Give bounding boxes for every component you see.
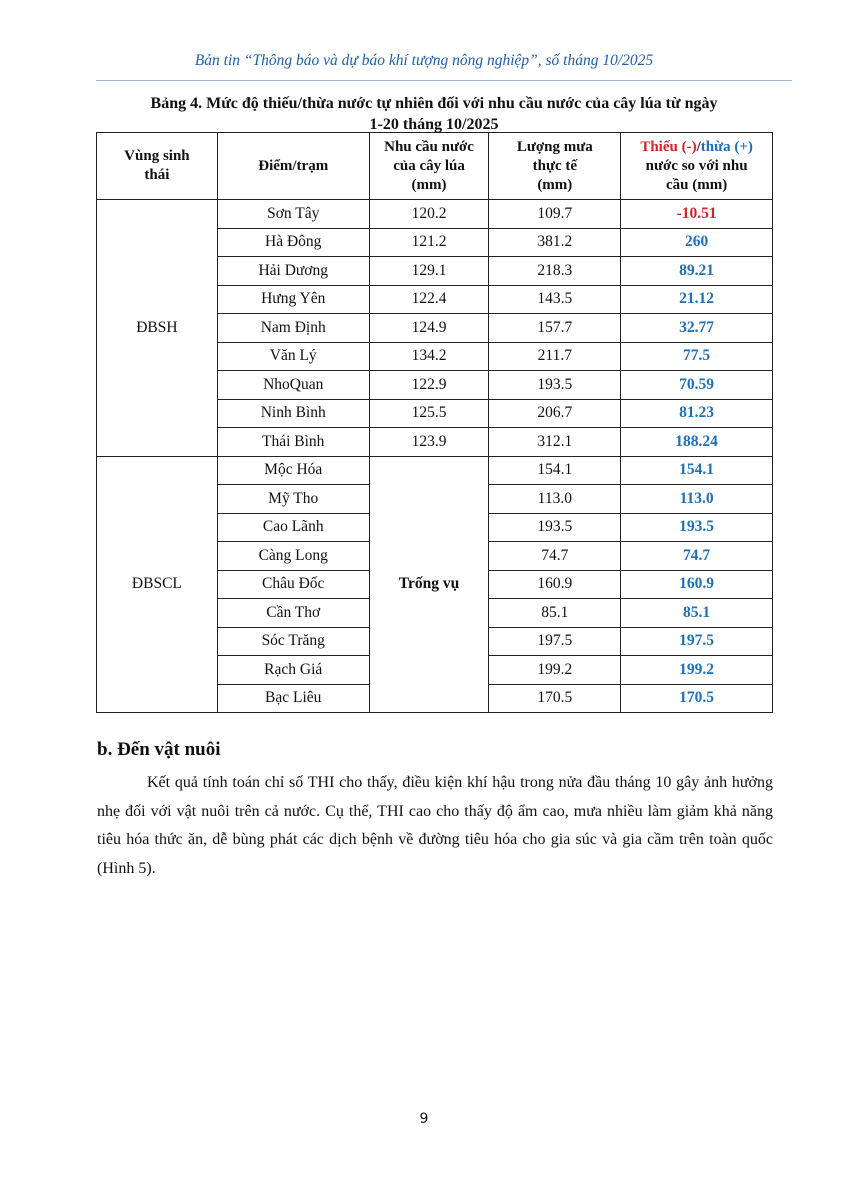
diff-cell: 77.5	[621, 342, 773, 371]
demand-cell: 129.1	[369, 257, 489, 286]
diff-cell: 260	[621, 228, 773, 257]
diff-cell: 70.59	[621, 371, 773, 400]
header-zone-line1: Vùng sinh	[124, 148, 190, 164]
station-cell: Hưng Yên	[217, 285, 369, 314]
rain-cell: 312.1	[489, 428, 621, 457]
demand-cell: 120.2	[369, 200, 489, 229]
station-cell: Càng Long	[217, 542, 369, 571]
diff-cell: 81.23	[621, 399, 773, 428]
diff-cell: 154.1	[621, 456, 773, 485]
table-row	[97, 456, 773, 485]
rain-cell: 154.1	[489, 456, 621, 485]
header-rain-line1: Lượng mưa	[516, 138, 593, 155]
station-cell: Nam Định	[217, 314, 369, 343]
station-cell: Sơn Tây	[217, 200, 369, 229]
station-cell: Mộc Hóa	[217, 456, 369, 485]
zone-cell-dbscl: ĐBSCL	[97, 456, 218, 713]
page-number: 9	[419, 1111, 429, 1127]
diff-cell: -10.51	[621, 200, 773, 229]
diff-cell: 89.21	[621, 257, 773, 286]
section-title-livestock: b. Đến vật nuôi	[97, 739, 221, 760]
rain-cell: 160.9	[489, 570, 621, 599]
diff-cell: 113.0	[621, 485, 773, 514]
rain-cell: 85.1	[489, 599, 621, 628]
header-slash: /	[696, 138, 701, 155]
demand-cell: 121.2	[369, 228, 489, 257]
rain-cell: 113.0	[489, 485, 621, 514]
demand-cell: 123.9	[369, 428, 489, 457]
header-deficit-label: Thiếu (-)	[640, 138, 697, 155]
rain-cell: 170.5	[489, 684, 621, 713]
water-balance-table	[96, 132, 773, 713]
header-demand-line3: (mm)	[411, 176, 447, 193]
header-demand	[369, 133, 489, 200]
header-surplus-label: thừa (+)	[700, 138, 753, 155]
demand-cell: 122.9	[369, 371, 489, 400]
table-caption	[96, 93, 772, 135]
header-diff-line2: nước so với nhu	[645, 157, 748, 174]
header-zone	[97, 133, 218, 200]
station-cell: Bạc Liêu	[217, 684, 369, 713]
diff-cell: 21.12	[621, 285, 773, 314]
header-diff-line3: cầu (mm)	[665, 176, 728, 193]
rain-cell: 109.7	[489, 200, 621, 229]
table-header-row	[97, 133, 773, 200]
station-cell: Rạch Giá	[217, 656, 369, 685]
diff-cell: 197.5	[621, 627, 773, 656]
station-cell: Văn Lý	[217, 342, 369, 371]
header-station-label: Điểm/trạm	[258, 157, 329, 174]
diff-cell: 188.24	[621, 428, 773, 457]
rain-cell: 206.7	[489, 399, 621, 428]
header-rain-line2: thực tế	[532, 157, 578, 174]
header-station	[217, 133, 369, 200]
header-diff	[621, 133, 773, 200]
header-divider	[96, 80, 792, 81]
demand-cell: 122.4	[369, 285, 489, 314]
station-cell: Sóc Trăng	[217, 627, 369, 656]
table-caption-line1: Bảng 4. Mức độ thiếu/thừa nước tự nhiên đối với nhu cầu nước của cây lúa từ ngày	[150, 95, 718, 112]
header-zone-line2: thái	[144, 167, 170, 183]
rain-cell: 193.5	[489, 513, 621, 542]
station-cell: Cao Lãnh	[217, 513, 369, 542]
demand-cell: 125.5	[369, 399, 489, 428]
diff-cell: 193.5	[621, 513, 773, 542]
rain-cell: 74.7	[489, 542, 621, 571]
rain-cell: 211.7	[489, 342, 621, 371]
header-rain-line3: (mm)	[537, 176, 573, 193]
livestock-paragraph: Kết quả tính toán chỉ số THI cho thấy, điều kiện khí hậu trong nửa đầu tháng 10 gây ảnh hưởng nhẹ đối với vật nuôi trên cả nước. Cụ thể, THI cao cho thấy độ ẩm cao, mưa nhiều làm giảm khả năng tiêu hóa thức ăn, dễ bùng phát các dịch bệnh về đường tiêu hóa cho gia súc và gia cầm trên toàn quốc (Hình 5).	[97, 774, 773, 877]
station-cell: Cần Thơ	[217, 599, 369, 628]
demand-cell: 134.2	[369, 342, 489, 371]
diff-cell: 85.1	[621, 599, 773, 628]
rain-cell: 197.5	[489, 627, 621, 656]
zone-cell-dbsh: ĐBSH	[97, 200, 218, 457]
station-cell: Hải Dương	[217, 257, 369, 286]
table-caption-line2: 1-20 tháng 10/2025	[369, 116, 499, 133]
station-cell: Mỹ Tho	[217, 485, 369, 514]
diff-cell: 199.2	[621, 656, 773, 685]
station-cell: Ninh Bình	[217, 399, 369, 428]
diff-cell: 74.7	[621, 542, 773, 571]
header-demand-line2: của cây lúa	[393, 157, 465, 174]
rain-cell: 157.7	[489, 314, 621, 343]
station-cell: Thái Bình	[217, 428, 369, 457]
station-cell: Hà Đông	[217, 228, 369, 257]
demand-cell: 124.9	[369, 314, 489, 343]
rain-cell: 218.3	[489, 257, 621, 286]
header-demand-line1: Nhu cầu nước	[384, 138, 474, 155]
bulletin-header: Bản tin “Thông báo và dự báo khí tượng nông nghiệp”, số tháng 10/2025	[194, 52, 654, 69]
diff-cell: 32.77	[621, 314, 773, 343]
rain-cell: 193.5	[489, 371, 621, 400]
demand-cell-merged: Trống vụ	[369, 456, 489, 713]
diff-cell: 160.9	[621, 570, 773, 599]
station-cell: Châu Đốc	[217, 570, 369, 599]
rain-cell: 199.2	[489, 656, 621, 685]
header-rain	[489, 133, 621, 200]
table-row	[97, 200, 773, 229]
station-cell: NhoQuan	[217, 371, 369, 400]
rain-cell: 143.5	[489, 285, 621, 314]
rain-cell: 381.2	[489, 228, 621, 257]
diff-cell: 170.5	[621, 684, 773, 713]
